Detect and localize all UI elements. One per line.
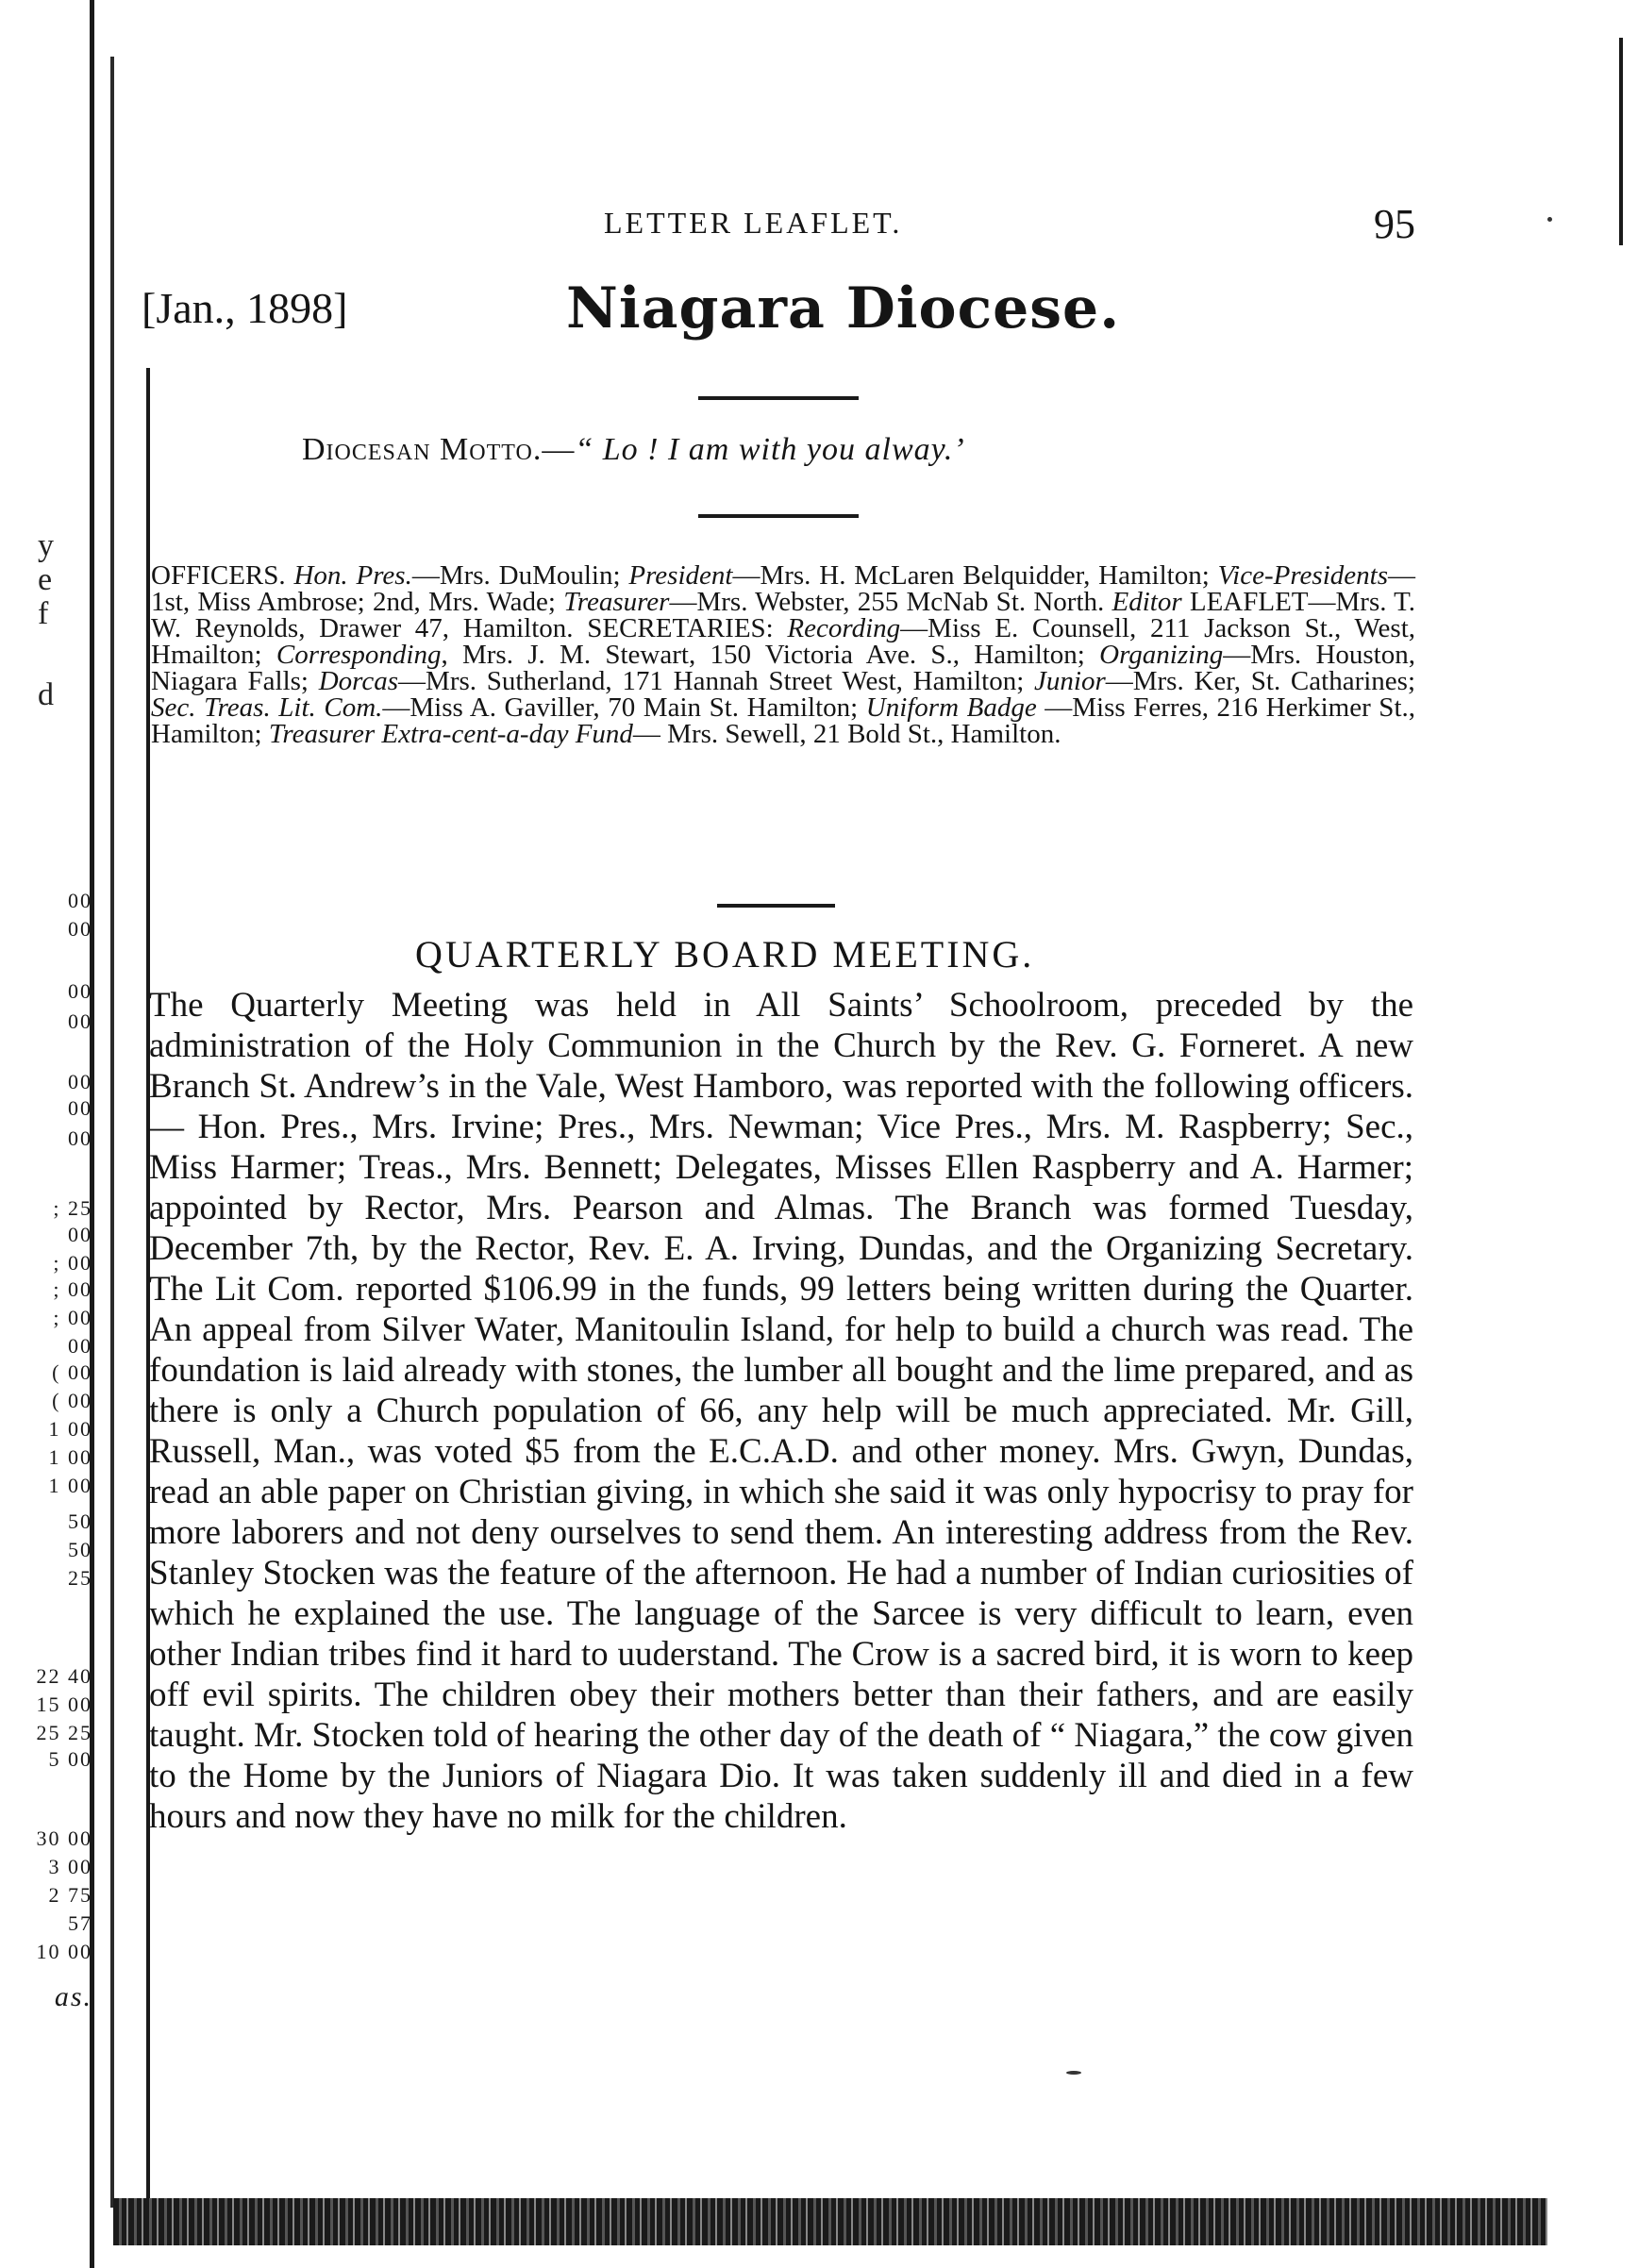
margin-number: 00 xyxy=(68,1009,92,1033)
margin-number: 00 xyxy=(68,1126,92,1150)
margin-number: 00 xyxy=(68,1223,92,1246)
officer-text: OFFICERS. xyxy=(151,560,294,591)
margin-number: 57 xyxy=(68,1911,92,1935)
margin-number: as. xyxy=(54,1981,92,2012)
officer-text: —Mrs. Webster, 255 McNab St. North. xyxy=(669,587,1112,617)
margin-number: 15 00 xyxy=(36,1693,92,1716)
officer-role: Treasurer Extra-cent-a-day Fund xyxy=(268,719,633,749)
margin-number: ( 00 xyxy=(52,1360,92,1384)
scan-speck xyxy=(1066,2071,1081,2075)
section-title: Niagara Diocese. xyxy=(566,275,1121,342)
officer-role: Vice-Presidents xyxy=(1217,560,1388,591)
margin-number: ; 00 xyxy=(53,1306,92,1329)
margin-number: ; 25 xyxy=(53,1196,92,1220)
margin-number: 00 xyxy=(68,1070,92,1093)
article-body: The Quarterly Meeting was held in All Saints’ Schoolroom, preceded by the administration of the Holy Communion in the Church by the Rev. G. Forneret. A new Branch St. Andrew’s in the Vale, West Hamboro, was reported with the following officers.— Hon. Pres., Mrs. Irvine; Pres., Mrs. Newman; Vice Pres., Mrs. M. Raspberry; Sec., Miss Harmer; Treas., Mrs. Bennett; Delegates, Misses Ellen Raspberry and A. Harmer; appointed by Rector, Mrs. Pearson and Almas. The Branch was formed Tuesday, December 7th, by the Rector, Rev. E. A. Irving, Dundas, and the Organizing Secretary. The Lit Com. reported $106.99 in the funds, 99 letters being written during the Quarter. An appeal from Silver Water, Manitoulin Island, for help to build a church was read. The foundation is laid already with stones, the lumber all bought and the lime prepared, and as there is only a Church population of 66, any help will be much appreciated. Mr. Gill, Russell, Man., was voted $5 from the E.C.A.D. and other money. Mrs. Gwyn, Dundas, read an able paper on Christian giving, in which she said it was only hypocrisy to pray for more laborers and not deny ourselves to send them. An interesting address from the Rev. Stanley Stocken was the feature of the afternoon. He had a number of Indian curiosities of which he explained the use. The language of the Sarcee is very difficult to learn, even other Indian tribes find it hard to uuderstand. The Crow is a sacred bird, it is worn to keep off evil spirits. The children obey their mothers better than their fathers, and are easily taught. Mr. Stocken told of hearing the other day of the death of “ Niagara,” the cow given to the Home by the Juniors of Niagara Dio. It was taken suddenly ill and died in a few hours and now they have no milk for the children. xyxy=(149,986,1413,1836)
officer-role: Editor xyxy=(1112,587,1182,617)
scan-speck xyxy=(1547,217,1552,222)
officer-text: — Mrs. Sewell, 21 Bold St., Hamilton. xyxy=(632,719,1061,749)
margin-number: ; 00 xyxy=(53,1251,92,1275)
margin-number: 22 40 xyxy=(36,1664,92,1688)
officer-role: Dorcas xyxy=(318,666,399,696)
officer-text: —Miss A. Gaviller, 70 Main St. Hamilton; xyxy=(382,692,866,723)
margin-number: 00 xyxy=(68,979,92,1003)
officer-role: Corresponding xyxy=(276,640,442,670)
officer-text: —Mrs. Houston, Niagara Falls; xyxy=(151,640,1415,696)
margin-number: 00 xyxy=(68,1096,92,1120)
running-title: LETTER LEAFLET. xyxy=(604,206,903,240)
divider-rule xyxy=(698,396,859,400)
officer-text: —Mrs. Ker, St. Catharines; xyxy=(1105,666,1416,696)
article-heading: QUARTERLY BOARD MEETING. xyxy=(415,933,1035,976)
officer-role: Junior xyxy=(1034,666,1106,696)
officer-role: Recording xyxy=(787,613,901,643)
motto-text: “ Lo ! I am with you alway.’ xyxy=(575,432,965,467)
officer-text: —Miss Ferres, 216 Herkimer St., Hamilton; xyxy=(151,692,1415,749)
officer-role: Uniform Badge xyxy=(865,692,1037,723)
officer-text: —1st, Miss Ambrose; 2nd, Mrs. Wade; xyxy=(151,560,1415,617)
margin-number: 25 xyxy=(68,1566,92,1590)
margin-fragment: e xyxy=(38,562,53,597)
margin-number: 50 xyxy=(68,1509,92,1533)
margin-number: ( 00 xyxy=(52,1389,92,1412)
scan-bottom-border xyxy=(113,2198,1547,2245)
officer-text: —Mrs. H. McLaren Belquidder, Hamilton; xyxy=(732,560,1218,591)
margin-number: 10 00 xyxy=(36,1940,92,1963)
margin-number: 3 00 xyxy=(48,1855,92,1878)
divider-rule xyxy=(698,514,859,518)
margin-number: 00 xyxy=(68,889,92,912)
margin-number: 30 00 xyxy=(36,1826,92,1850)
margin-number: 1 00 xyxy=(48,1445,92,1469)
margin-number: 00 xyxy=(68,1334,92,1358)
margin-number: 00 xyxy=(68,917,92,941)
officers-list xyxy=(151,562,1415,747)
margin-number: 2 75 xyxy=(48,1883,92,1907)
margin-number: 1 00 xyxy=(48,1474,92,1497)
officer-role: Hon. Pres. xyxy=(293,560,412,591)
officer-text: , Mrs. J. M. Stewart, 150 Victoria Ave. S., Hamilton; xyxy=(441,640,1100,670)
officer-role: Sec. Treas. Lit. Com. xyxy=(151,692,383,723)
motto-label: Diocesan Motto.— xyxy=(302,432,576,467)
divider-rule xyxy=(717,904,835,908)
margin-number: ; 00 xyxy=(53,1277,92,1301)
diocesan-motto xyxy=(302,432,965,468)
officer-role: President xyxy=(628,560,733,591)
margin-number: 50 xyxy=(68,1538,92,1561)
scan-edge-mark xyxy=(1619,38,1623,245)
officer-text: —Miss E. Counsell, 211 Jackson St., West, Hmailton; xyxy=(151,613,1416,670)
margin-number: 25 25 xyxy=(36,1721,92,1744)
officer-text: —Mrs. DuMoulin; xyxy=(411,560,629,591)
binding-edge-line xyxy=(110,57,114,2208)
officer-role: Treasurer xyxy=(563,587,670,617)
officer-text: —Mrs. Sutherland, 171 Hannah Street West, Hamilton; xyxy=(398,666,1035,696)
page-number: 95 xyxy=(1374,201,1415,247)
officer-role: Organizing xyxy=(1099,640,1224,670)
officer-text: LEAFLET—Mrs. T. W. Reynolds, Drawer 47, Hamilton. SECRETARIES: xyxy=(151,587,1415,643)
margin-fragment: f xyxy=(38,596,49,631)
margin-fragment: d xyxy=(38,677,54,712)
issue-date: [Jan., 1898] xyxy=(142,284,348,332)
margin-number: 1 00 xyxy=(48,1417,92,1441)
margin-fragment: y xyxy=(38,528,54,563)
margin-number: 5 00 xyxy=(48,1747,92,1771)
